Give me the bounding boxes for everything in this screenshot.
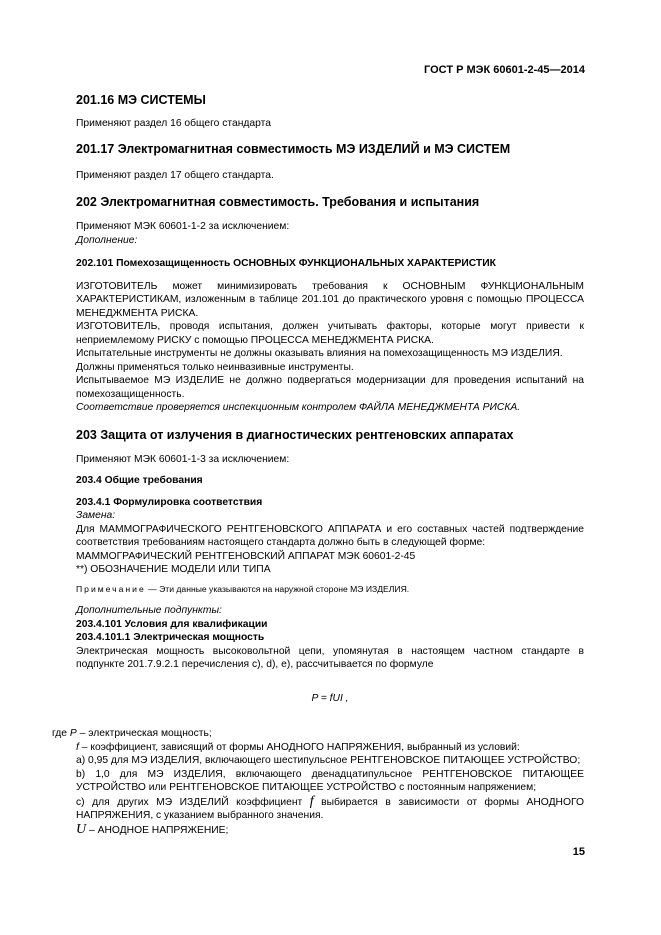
paragraph: Должны применяться только неинвазивные инструменты. [76, 361, 354, 373]
standard-header: ГОСТ Р МЭК 60601-2-45—2014 [424, 64, 585, 76]
paragraph-text: Применяют раздел 16 общего стандарта [76, 118, 271, 129]
list-item-c-text1: с) для других МЭ ИЗДЕЛИЙ коэффициент [76, 796, 310, 808]
symbol-f-formula: f [309, 793, 314, 809]
section-title-203: 203 Защита от излучения в диагностических рентгеновских аппаратах [76, 427, 514, 442]
subsection-title-202-101: 202.101 Помехозащищенность ОСНОВНЫХ ФУНКЦИОНАЛЬНЫХ ХАРАКТЕРИСТИК [76, 258, 496, 269]
paragraph: Испытательные инструменты не должны оказывать влияния на помехозащищенность МЭ ИЗДЕЛИЯ. [76, 348, 563, 359]
subsection-title-203-4-1: 203.4.1 Формулировка соответствия [76, 496, 263, 508]
symbol-u: U [76, 821, 87, 837]
symbol-p: P [69, 728, 77, 739]
paragraph: Применяют МЭК 60601-1-2 за исключением: [76, 221, 290, 232]
paragraph: Для МАММОГРАФИЧЕСКОГО РЕНТГЕНОВСКОГО АППАРАТА и его составных частей подтверждение соответствия требованиям настоящего стандарта должно быть в следующей форме: [76, 523, 584, 548]
u-definition [76, 823, 584, 838]
subsection-title-203-4: 203.4 Общие требования [76, 475, 203, 486]
paragraph: Электрическая мощность высоковольтной цепи, упомянутая в настоящем частном стандарте в подпункте 201.7.9.2.1 перечисления с), d), е), рассчитывается по формуле [76, 645, 584, 670]
list-item-c-text2: выбирается в зависимости от формы АНОДНОГО НАПРЯЖЕНИЯ, с указанием выбранного значения. [76, 796, 584, 821]
f-definition [76, 741, 584, 755]
paragraph: Применяют МЭК 60601-1-3 за исключением: [76, 453, 290, 465]
page-content [52, 92, 584, 837]
extra-subitems-label: Дополнительные подпункты: [76, 605, 222, 616]
paragraph: Испытываемое МЭ ИЗДЕЛИЕ не должно подвергаться модернизации для проведения испытаний на помехозащищенность. [76, 375, 584, 400]
paragraph: **) ОБОЗНАЧЕНИЕ МОДЕЛИ ИЛИ ТИПА [76, 564, 271, 575]
replace-label: Замена: [76, 510, 116, 521]
symbol-f: f [76, 741, 79, 753]
note-text: — Эти данные указываются на наружной стороне МЭ ИЗДЕЛИЯ. [145, 583, 410, 594]
where-line [52, 727, 584, 741]
note-label: Примечание [76, 583, 146, 594]
note [76, 583, 584, 597]
f-text: – коэффициент, зависящий от формы АНОДНОГО НАПРЯЖЕНИЯ, выбранный из условий: [78, 741, 520, 753]
where-p-text: – электрическая мощность; [76, 728, 212, 739]
subsection-title-203-4-101-1: 203.4.101.1 Электрическая мощность [76, 632, 265, 643]
subsection-title-203-4-101: 203.4.101 Условия для квалификации [76, 618, 268, 630]
paragraph: ИЗГОТОВИТЕЛЬ, проводя испытания, должен учитывать факторы, которые могут привести к неприемлемому РИСКУ с помощью ПРОЦЕССА МЕНЕДЖМЕНТА РИСКА. [76, 321, 584, 346]
where-word: где [52, 728, 68, 739]
section-title-202: 202 Электромагнитная совместимость. Требования и испытания [76, 195, 480, 209]
paragraph: Соответствие проверяется инспекционным контролем ФАЙЛА МЕНЕДЖМЕНТА РИСКА. [76, 402, 521, 413]
page-number: 15 [572, 846, 585, 858]
section-title-201-17: 201.17 Электромагнитная совместимость МЭ ИЗДЕЛИЙ и МЭ СИСТЕМ [76, 141, 511, 156]
u-text: – АНОДНОЕ НАПРЯЖЕНИЕ; [86, 824, 229, 836]
paragraph: ИЗГОТОВИТЕЛЬ может минимизировать требования к ОСНОВНЫМ ФУНКЦИОНАЛЬНЫМ ХАРАКТЕРИСТИКАМ, изложенным в таблице 201.101 до практического уровня с помощью ПРОЦЕССА МЕНЕДЖМЕНТА РИСКА. [76, 280, 584, 319]
paragraph [52, 117, 584, 131]
paragraph: МАММОГРАФИЧЕСКИЙ РЕНТГЕНОВСКИЙ АППАРАТ МЭК 60601-2-45 [76, 550, 416, 562]
addition-label: Дополнение: [76, 234, 138, 246]
list-item-b: b) 1,0 для МЭ ИЗДЕЛИЯ, включающего двенадцатипульсное РЕНТГЕНОВСКОЕ ПИТАЮЩЕЕ УСТРОЙСТВО или РЕНТГЕНОВСКОЕ ПИТАЮЩЕЕ УСТРОЙСТВО с постоянным напряжением; [76, 768, 584, 793]
paragraph: Применяют раздел 17 общего стандарта. [76, 169, 274, 181]
formula: P = fUI , [311, 692, 349, 704]
section-title-201-16: 201.16 МЭ СИСТЕМЫ [76, 93, 206, 107]
list-item-a: а) 0,95 для МЭ ИЗДЕЛИЯ, включающего шестипульсное РЕНТГЕНОВСКОЕ ПИТАЮЩЕЕ УСТРОЙСТВО; [76, 755, 581, 766]
list-item-c [76, 795, 584, 823]
